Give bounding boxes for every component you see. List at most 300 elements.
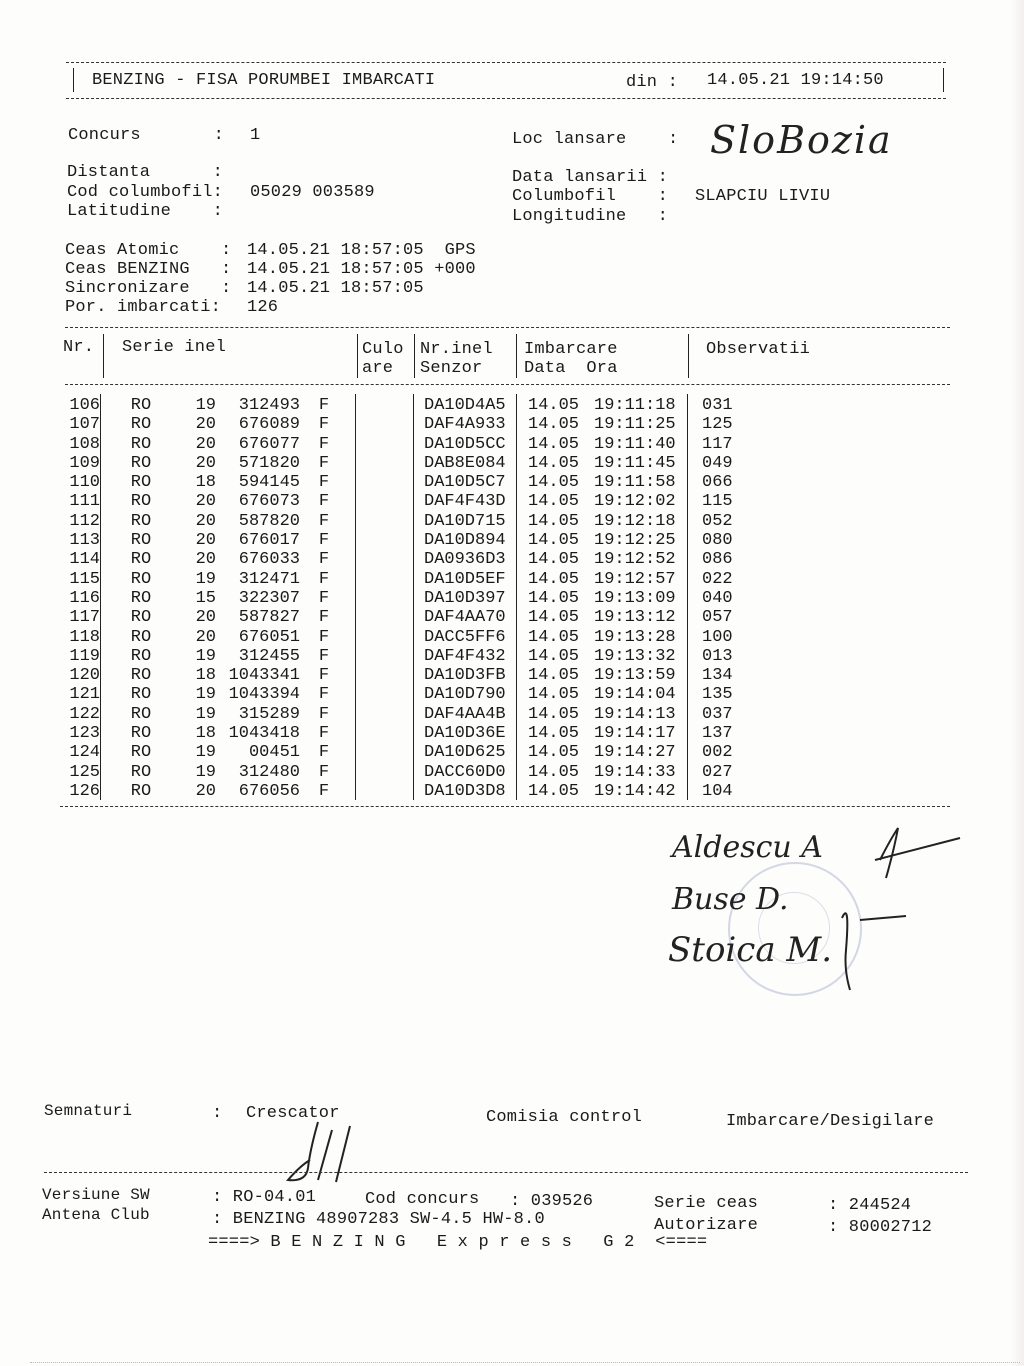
cell-culoare [348,724,418,743]
cell-observatii: 104 [702,781,733,801]
handwritten-signature-2: Buse D. [672,882,789,917]
cell-ring: 587820 [238,511,300,531]
cell-nr: 122 [69,704,100,724]
cell-nr: 116 [69,588,100,608]
cell-date: 14.05 [528,473,580,493]
cell-nr: 125 [69,762,100,782]
cell-culoare [348,628,418,647]
comisia-control-label: Comisia control [486,1108,643,1127]
cell-date: 14.05 [528,511,580,531]
header-left-border [73,68,74,92]
antena-club-value: : BENZING 48907283 SW-4.5 HW-8.0 [212,1210,545,1229]
col-divider-serie [357,334,358,378]
cell-observatii: 086 [702,550,733,570]
porumbei-imbarcati-label: Por. imbarcati: [65,298,222,317]
cell-country: RO [130,396,152,415]
cell-time: 19:14:42 [594,781,676,801]
header-nr: Nr. [63,338,95,357]
cell-nr: 108 [69,434,100,454]
serie-ceas-value: : 244524 [828,1196,912,1215]
cell-year: 19 [195,569,216,589]
cell-country: RO [130,473,152,493]
cell-year: 15 [195,588,216,608]
cell-culoare [348,782,418,801]
cell-date: 14.05 [528,685,580,705]
cell-sex: F [318,415,330,435]
concurs-label: Concurs : [68,126,225,145]
autorizare-label: Autorizare [654,1216,759,1235]
cell-culoare [348,743,418,762]
cell-sex: F [318,550,330,570]
cell-sex: F [318,588,330,608]
cell-observatii: 117 [702,434,733,454]
cod-concurs-label: Cod concurs [365,1190,480,1209]
cell-sensor: DA10D5EF [424,569,506,589]
cell-country: RO [130,743,152,763]
cell-time: 19:11:45 [594,453,676,473]
cell-ring: 00451 [248,743,300,763]
cell-sensor: DA10D36E [424,724,506,744]
cell-observatii: 031 [702,396,733,415]
cell-nr: 117 [69,608,100,628]
cell-observatii: 100 [702,627,733,647]
cell-culoare [348,473,418,492]
cell-date: 14.05 [528,434,580,454]
cell-year: 19 [195,704,216,724]
table-row [60,512,762,531]
cell-sensor: DA10D4A5 [424,396,506,415]
cell-sensor: DA10D790 [424,685,506,705]
cell-year: 20 [195,627,216,647]
cell-nr: 123 [69,724,100,744]
cell-culoare [348,396,418,415]
cell-nr: 115 [69,569,100,589]
cell-date: 14.05 [528,569,580,589]
cell-ring: 1043341 [228,666,300,686]
cell-date: 14.05 [528,415,580,435]
table-row [60,763,762,782]
cell-sex: F [318,453,330,473]
cell-sensor: DAF4AA70 [424,608,506,628]
cell-country: RO [130,666,152,686]
cell-sex: F [318,492,330,512]
columbofil-value: SLAPCIU LIVIU [695,187,831,206]
benzing-express-banner: ====> B E N Z I N G E x p r e s s G 2 <==== [208,1233,708,1252]
cell-time: 19:12:52 [594,550,676,570]
cell-ring: 676051 [238,627,300,647]
cell-date: 14.05 [528,396,580,415]
loc-lansare-handwritten: SloBozia [710,118,893,162]
cell-observatii: 037 [702,704,733,724]
table-row [60,666,762,685]
cell-year: 18 [195,666,216,686]
cell-time: 19:13:28 [594,627,676,647]
cell-culoare [348,531,418,550]
semnaturi-label: Semnaturi [44,1102,133,1120]
cell-sex: F [318,762,330,782]
table-row [60,531,762,550]
serie-ceas-label: Serie ceas [654,1194,759,1213]
table-row [60,454,762,473]
cell-country: RO [130,531,152,551]
cell-nr: 118 [69,627,100,647]
cell-sex: F [318,743,330,763]
cell-sensor: DAF4F432 [424,646,506,666]
table-row [60,589,762,608]
cell-date: 14.05 [528,453,580,473]
cell-sex: F [318,569,330,589]
cell-ring: 676017 [238,531,300,551]
antena-club-label: Antena Club [42,1206,150,1224]
cell-date: 14.05 [528,724,580,744]
ceas-atomic-label: Ceas Atomic : [65,241,232,260]
cell-observatii: 137 [702,724,733,744]
cell-year: 20 [195,492,216,512]
cell-date: 14.05 [528,492,580,512]
cell-time: 19:11:25 [594,415,676,435]
cell-culoare [348,492,418,511]
cell-nr: 112 [69,511,100,531]
cell-nr: 120 [69,666,100,686]
table-row [60,550,762,569]
cell-year: 19 [195,396,216,415]
cell-date: 14.05 [528,627,580,647]
cell-sex: F [318,666,330,686]
cell-nr: 121 [69,685,100,705]
cell-sensor: DAF4F43D [424,492,506,512]
cell-time: 19:11:58 [594,473,676,493]
cell-time: 19:14:17 [594,724,676,744]
cell-culoare [348,435,418,454]
cell-sensor: DAB8E084 [424,453,506,473]
versiune-sw-label: Versiune SW [42,1186,150,1204]
table-row [60,415,762,434]
cell-observatii: 027 [702,762,733,782]
cell-culoare [348,415,418,434]
table-row [60,570,762,589]
cell-country: RO [130,492,152,512]
table-top-border [65,327,950,328]
col-divider-culoare [414,334,415,378]
table-row [60,705,762,724]
data-lansarii-label: Data lansarii : [512,168,669,187]
handwritten-signature-1: Aldescu A [672,830,823,865]
ceas-benzing-label: Ceas BENZING : [65,260,232,279]
cell-time: 19:14:04 [594,685,676,705]
signatures-separator [44,1172,968,1173]
versiune-sw-value: : RO-04.01 [212,1188,317,1207]
cell-observatii: 115 [702,492,733,512]
cell-ring: 587827 [238,608,300,628]
cell-observatii: 080 [702,531,733,551]
cell-nr: 126 [69,781,100,801]
cell-country: RO [130,724,152,744]
header-bottom-border [66,98,946,99]
cell-date: 14.05 [528,588,580,608]
cell-year: 20 [195,550,216,570]
cell-observatii: 057 [702,608,733,628]
col-divider-nr [103,334,104,378]
distanta-label: Distanta : [67,163,224,182]
header-culoare-2: are [362,359,394,378]
cell-sex: F [318,608,330,628]
cell-year: 19 [195,762,216,782]
cell-ring: 312455 [238,646,300,666]
header-right-border [943,68,944,92]
sincronizare-label: Sincronizare : [65,279,232,298]
longitudine-label: Longitudine : [512,207,669,226]
header-nr-inel: Nr.inel [420,340,493,359]
cell-year: 20 [195,453,216,473]
cell-country: RO [130,415,152,435]
paper-edge [1010,0,1024,1366]
cell-nr: 114 [69,550,100,570]
cell-sex: F [318,646,330,666]
cell-ring: 322307 [238,588,300,608]
cell-date: 14.05 [528,762,580,782]
cell-date: 14.05 [528,531,580,551]
table-row [60,724,762,743]
cell-country: RO [130,781,152,801]
cell-time: 19:13:09 [594,588,676,608]
cell-ring: 312480 [238,762,300,782]
table-row [60,647,762,666]
cell-year: 19 [195,743,216,763]
cell-sensor: DACC5FF6 [424,627,506,647]
cell-ring: 676073 [238,492,300,512]
cell-sex: F [318,473,330,493]
cell-year: 20 [195,415,216,435]
cell-sensor: DA10D397 [424,588,506,608]
handwritten-signature-3: Stoica M. [668,930,833,970]
cell-date: 14.05 [528,666,580,686]
cell-ring: 1043418 [228,724,300,744]
cell-ring: 676089 [238,415,300,435]
cell-culoare [348,685,418,704]
signature-strokes [820,820,980,1000]
cell-country: RO [130,453,152,473]
cell-sex: F [318,396,330,415]
cell-observatii: 052 [702,511,733,531]
cell-culoare [348,550,418,569]
cell-year: 19 [195,646,216,666]
cell-country: RO [130,511,152,531]
sincronizare-value: 14.05.21 18:57:05 [247,279,424,298]
cell-time: 19:14:13 [594,704,676,724]
cell-time: 19:13:32 [594,646,676,666]
latitudine-label: Latitudine : [67,202,224,221]
table-row [60,473,762,492]
cell-year: 20 [195,531,216,551]
cell-country: RO [130,608,152,628]
autorizare-value: : 80002712 [828,1218,933,1237]
cell-sensor: DA10D3FB [424,666,506,686]
header-senzor: Senzor [420,359,483,378]
cell-ring: 594145 [238,473,300,493]
concurs-value: 1 [250,126,261,145]
imbarcare-desigilare-label: Imbarcare/Desigilare [726,1112,935,1131]
cell-sensor: DAF4AA4B [424,704,506,724]
loc-lansare-label: Loc lansare : [512,130,679,149]
cell-time: 19:13:12 [594,608,676,628]
header-data-ora: Data Ora [524,359,618,378]
cod-concurs-value: : 039526 [510,1192,594,1211]
cell-time: 19:14:27 [594,743,676,763]
columbofil-label: Columbofil : [512,187,669,206]
header-top-border [66,62,946,63]
cell-year: 19 [195,685,216,705]
cell-date: 14.05 [528,781,580,801]
cell-culoare [348,705,418,724]
cell-sensor: DA0936D3 [424,550,506,570]
cell-sex: F [318,704,330,724]
header-culoare-1: Culo [362,340,404,359]
cell-culoare [348,608,418,627]
cell-sensor: DA10D5CC [424,434,506,454]
pigeons-table [60,396,762,801]
ceas-atomic-value: 14.05.21 18:57:05 GPS [247,241,476,260]
cell-country: RO [130,646,152,666]
cell-culoare [348,647,418,666]
cell-sensor: DA10D894 [424,531,506,551]
cell-observatii: 013 [702,646,733,666]
cell-year: 18 [195,724,216,744]
cell-country: RO [130,569,152,589]
cell-culoare [348,512,418,531]
cell-country: RO [130,627,152,647]
cell-observatii: 134 [702,666,733,686]
cell-sex: F [318,685,330,705]
cell-sensor: DA10D3D8 [424,781,506,801]
cell-observatii: 022 [702,569,733,589]
cell-sex: F [318,724,330,744]
cell-nr: 124 [69,743,100,763]
cell-year: 20 [195,608,216,628]
cell-time: 19:13:59 [594,666,676,686]
ceas-benzing-value: 14.05.21 18:57:05 +000 [247,260,476,279]
din-label: din : [626,73,679,92]
cell-culoare [348,763,418,782]
cell-nr: 106 [69,396,100,415]
cell-year: 20 [195,511,216,531]
table-bottom-border [60,806,950,807]
cell-culoare [348,589,418,608]
col-divider-imbarcare [688,334,689,378]
cell-ring: 312471 [238,569,300,589]
cell-nr: 113 [69,531,100,551]
crescator-label: Crescator [246,1104,340,1123]
crescator-signature-strokes [280,1120,370,1190]
cell-date: 14.05 [528,550,580,570]
cell-sensor: DA10D625 [424,743,506,763]
semnaturi-colon: : [212,1104,223,1123]
cell-culoare [348,666,418,685]
table-row [60,435,762,454]
din-value: 14.05.21 19:14:50 [707,71,884,90]
cell-country: RO [130,685,152,705]
table-row [60,782,762,801]
cell-country: RO [130,762,152,782]
table-header-separator [65,384,950,385]
cell-date: 14.05 [528,646,580,666]
cell-observatii: 002 [702,743,733,763]
cell-time: 19:12:57 [594,569,676,589]
cell-country: RO [130,434,152,454]
cell-country: RO [130,550,152,570]
header-serie-inel: Serie inel [122,338,227,357]
cell-year: 18 [195,473,216,493]
table-row [60,492,762,511]
cell-observatii: 040 [702,588,733,608]
porumbei-imbarcati-value: 126 [247,298,279,317]
cell-ring: 676056 [238,781,300,801]
cell-culoare [348,570,418,589]
cell-time: 19:12:02 [594,492,676,512]
cell-sex: F [318,781,330,801]
header-imbarcare: Imbarcare [524,340,618,359]
cell-ring: 315289 [238,704,300,724]
cell-observatii: 049 [702,453,733,473]
cod-columbofil-label: Cod columbofil: [67,183,224,202]
table-row [60,685,762,704]
cell-country: RO [130,704,152,724]
cell-date: 14.05 [528,743,580,763]
page-bottom-edge [30,1362,1020,1363]
cell-date: 14.05 [528,704,580,724]
table-row [60,628,762,647]
cell-sex: F [318,511,330,531]
cell-sensor: DA10D715 [424,511,506,531]
cell-sex: F [318,627,330,647]
cell-year: 20 [195,434,216,454]
cell-nr: 109 [69,453,100,473]
cell-time: 19:11:40 [594,434,676,454]
header-observatii: Observatii [706,340,811,359]
cell-time: 19:11:18 [594,396,676,415]
table-row [60,608,762,627]
cell-time: 19:12:25 [594,531,676,551]
document-title: BENZING - FISA PORUMBEI IMBARCATI [92,71,436,90]
cell-date: 14.05 [528,608,580,628]
cell-ring: 312493 [238,396,300,415]
cell-sensor: DACC60D0 [424,762,506,782]
cell-culoare [348,454,418,473]
cell-observatii: 066 [702,473,733,493]
cell-year: 20 [195,781,216,801]
table-row [60,743,762,762]
table-row [60,396,762,415]
cell-time: 19:12:18 [594,511,676,531]
cell-sensor: DA10D5C7 [424,473,506,493]
cell-ring: 676077 [238,434,300,454]
col-divider-senzor [516,334,517,378]
cell-country: RO [130,588,152,608]
cell-nr: 111 [69,492,100,512]
cell-nr: 119 [69,646,100,666]
cell-sex: F [318,531,330,551]
cell-sex: F [318,434,330,454]
cell-nr: 110 [69,473,100,493]
cell-observatii: 135 [702,685,733,705]
cell-ring: 1043394 [228,685,300,705]
cell-sensor: DAF4A933 [424,415,506,435]
cell-ring: 676033 [238,550,300,570]
cell-observatii: 125 [702,415,733,435]
cell-ring: 571820 [238,453,300,473]
cod-columbofil-value: 05029 003589 [250,183,375,202]
cell-time: 19:14:33 [594,762,676,782]
cell-nr: 107 [69,415,100,435]
